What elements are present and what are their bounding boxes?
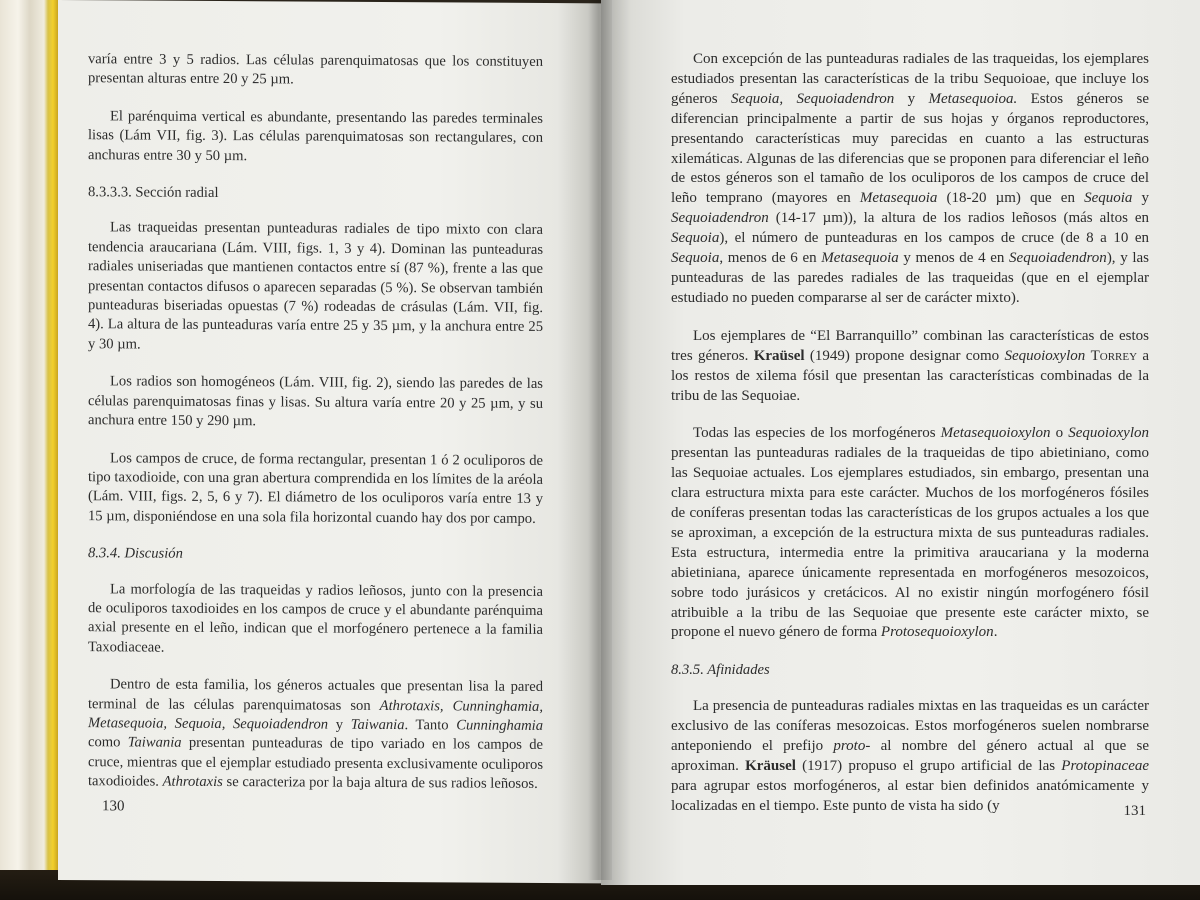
left-page-text xyxy=(88,50,543,812)
right-page-text xyxy=(671,50,1149,835)
text-run: (1949) propone designar como xyxy=(809,347,1000,364)
author-abbreviation: Torrey xyxy=(1090,347,1138,364)
prefix-term: proto- xyxy=(833,738,871,755)
text-run: al nombre del género actual al que se aproximan. xyxy=(671,738,1150,774)
text-run: presentan las punteaduras radiales de la traqueidas de tipo abietiniano, como las Sequoiae actuales. Los ejemplares estudiados, sin embargo, presentan una clara estructura mixta para este carácter. Muchos de los morfogéneros fósiles de coníferas presentan todas las características de los grupos actuales a los que se aproximan, a excepción de la estructura mixta de sus punteaduras radiales. Esta estructura, intermedia entre la primitiva araucariana y la moderna abietiniana, aparece únicamente representada en morfogéneros mesozoicos, sobre todo jurásicos y cretácicos. Al no existir ningún morfogénero fósil atribuible a la tribu de las Sequoiae que presente este carácter mixto, se propone el nuevo género de forma xyxy=(671,445,1149,641)
text-run: (1917) propuso el grupo artificial de las xyxy=(802,758,1056,774)
text-run: Con excepción de las punteaduras radiales de las traqueidas, los ejemplares estudiados presentan las características de la tribu Sequoioae, que incluye los géneros xyxy=(671,51,1149,107)
genus-name: Taiwania xyxy=(127,734,182,752)
genus-name: Athrotaxis xyxy=(162,773,223,791)
text-run: se caracteriza por la baja altura de sus radios leñosos. xyxy=(226,774,538,793)
text-run: como xyxy=(88,734,121,751)
heading-discusion: 8.3.4. Discusión xyxy=(88,545,183,562)
text-run: Los ejemplares de “El Barranquillo” combinan las características de estos tres géneros. xyxy=(671,327,1149,364)
genus-name: Sequoia xyxy=(671,250,720,267)
genus-name: Athrotaxis, Cunninghamia, Metasequoia, Sequoia, Sequoiadendron xyxy=(88,697,544,733)
text-run: a los restos de xilema fósil que presentan las características combinadas de la tribu de las Sequoiae. xyxy=(671,347,1150,404)
book-gutter-shadow xyxy=(588,0,612,880)
text-run: (18-20 µm) que en xyxy=(946,190,1075,207)
text-run: y xyxy=(1141,190,1150,207)
left-page xyxy=(58,0,601,883)
page-number-right: 131 xyxy=(1123,803,1146,819)
text-run: . Tanto xyxy=(404,717,449,734)
author-name: Kraüsel xyxy=(753,347,805,364)
genus-name: Sequoioxylon xyxy=(1068,425,1149,442)
genus-name: Sequoiadendron xyxy=(1009,250,1107,267)
genus-name: Protosequoioxylon xyxy=(880,624,994,641)
heading-seccion-radial: 8.3.3.3. Sección radial xyxy=(88,184,219,202)
text-run: ), y las punteaduras de las paredes radiales de las traqueidas (que en el ejemplar estudiado no pueden compararse al ser de carácter mixto). xyxy=(671,250,1149,306)
genus-name: Taiwania xyxy=(350,716,405,734)
paragraph-dentro-familia xyxy=(88,675,543,794)
paragraph-especies xyxy=(671,424,1149,643)
text-run: (14-17 µm)), la altura de los radios leñosos (más altos en xyxy=(775,210,1149,227)
text-run: , menos de 6 en xyxy=(719,250,817,267)
genus-name: Metasequoia xyxy=(859,190,938,207)
paragraph-continuation: varía entre 3 y 5 radios. Las células parenquimatosas que los constituyen presentan alturas entre 20 y 25 µm. xyxy=(88,51,543,88)
paragraph-traqueidas: Las traqueidas presentan punteaduras radiales de tipo mixto con clara tendencia araucariana (Lám. VIII, figs. 1, 3 y 4). Dominan las punteaduras radiales uniseriadas que mantienen contactos entre sí (87 %), frente a las que presentan contactos difusos o aparecen separadas (5 %). Se observan también punteaduras biseriadas opuestas (7 %) rodeadas de crásulas (Lám. VII, fig. 4). La altura de las punteaduras varía entre 25 y 35 µm, y la anchura entre 25 y 30 µm. xyxy=(88,219,543,353)
right-page xyxy=(601,0,1200,885)
paragraph-morfologia: La morfología de las traqueidas y radios leñosos, junto con la presencia de oculiporos taxodioides en los campos de cruce y el abundante parénquima axial presente en el leño, indican que el morfogénero pertenece a la familia Taxodiaceae. xyxy=(88,580,543,656)
text-run: o xyxy=(1055,425,1064,442)
paragraph-campos-de-cruce: Los campos de cruce, de forma rectangular, presentan 1 ó 2 oculiporos de tipo taxodioide, con una gran abertura comprendida en los límites de la aréola (Lám. VIII, figs. 2, 5, 6 y 7). El diámetro de los oculiporos varía entre 13 y 15 µm, disponiéndose en una sola fila horizontal cuando hay dos por campo. xyxy=(88,449,543,527)
text-run: y xyxy=(335,716,344,733)
text-run: Todas las especies de los morfogéneros xyxy=(693,425,936,442)
book-cover-edge xyxy=(0,0,62,870)
genus-name: Protopinaceae xyxy=(1061,758,1150,774)
heading-afinidades: 8.3.5. Afinidades xyxy=(671,662,770,679)
text-run: . xyxy=(993,624,998,641)
genus-name: Sequoioxylon xyxy=(1004,347,1086,364)
text-run: La presencia de punteaduras radiales mixtas en las traqueidas es un carácter exclusivo de las coníferas mesozoicas. Estos morfogéneros suelen nombrarse anteponiendo el prefijo xyxy=(671,698,1149,755)
text-run: presentan punteaduras de tipo variado en los campos de cruce, mientras que el ejemplar estudiado presenta exclusivamente oculiporos taxodioides. xyxy=(88,735,543,790)
text-run: y menos de 4 en xyxy=(903,250,1005,267)
paragraph-parenquima: El parénquima vertical es abundante, presentando las paredes terminales lisas (Lám VII, fig. 3). Las células parenquimatosas son rectangulares, con anchuras entre 30 y 50 µm. xyxy=(88,108,543,164)
genus-name: Metasequoia xyxy=(821,250,899,267)
genus-name: Sequoia xyxy=(671,230,720,247)
genus-name: Metasequoioxylon xyxy=(940,425,1051,442)
text-run: y xyxy=(907,90,916,107)
genus-name: Sequoiadendron xyxy=(671,210,769,227)
paragraph-barranquillo xyxy=(671,327,1149,407)
genus-name: Cunninghamia xyxy=(456,717,544,734)
text-run: Estos géneros se diferencian principalmente a partir de sus hojas y órganos reproductores, presentando características muy parecidas en cuanto a las estructuras xilemáticas. Algunas de las diferencias que se proponen para diferenciar el leño de estos géneros son el tamaño de los oculiporos de los campos de cruce del leño temprano (mayores en xyxy=(671,90,1150,207)
text-run: ), el número de punteaduras en los campos de cruce (de 8 a 10 en xyxy=(719,230,1149,247)
text-run: para agrupar estos morfogéneros, al estar bien definidos anatómicamente y localizadas en el tiempo. Este punto de vista ha sido (y xyxy=(671,777,1149,814)
page-number-left: 130 xyxy=(102,798,125,815)
genus-name: Sequoia xyxy=(1084,190,1133,207)
text-run: Dentro de esta familia, los géneros actuales que presentan lisa la pared terminal de las células parenquimatosas son xyxy=(88,676,543,714)
paragraph-presencia xyxy=(671,697,1149,816)
author-name: Kräusel xyxy=(745,758,796,774)
paragraph-radios: Los radios son homogéneos (Lám. VIII, fig. 2), siendo las paredes de las células parenquimatosas finas y lisas. Su altura varía entre 20 y 25 µm, y su anchura entre 150 y 290 µm. xyxy=(88,373,543,430)
paragraph-excepcion xyxy=(671,50,1149,309)
genus-name: Metasequoioa. xyxy=(928,90,1018,107)
genus-name: Sequoia, Sequoiadendron xyxy=(731,90,895,107)
